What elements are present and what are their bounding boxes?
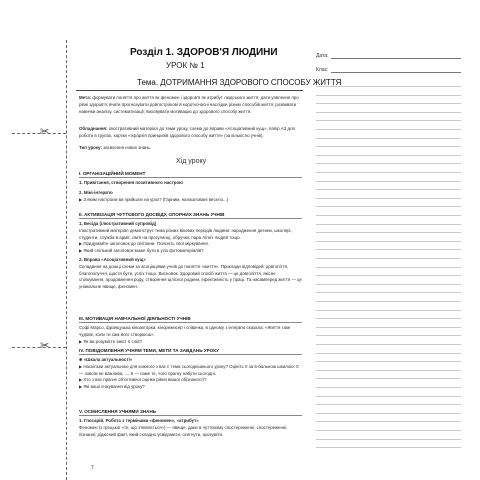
section-5-content [79,418,302,438]
date-field[interactable] [331,58,461,59]
conversation-question-1: ▶ Придумайте заголовок до світлини. Поясніть свої міркування. [79,241,210,247]
equipment-label: Обладнання: [79,126,108,131]
greeting-item: 1. Привітання, створення позитивного настрою [79,180,183,185]
date-label: Дата: [316,53,329,59]
section-1-title: I. ОРГАНІЗАЦІЙНИЙ МОМЕНТ [79,171,146,176]
glossary-item: 1. Глосарій. Робота з термінами «феномен», «атрибут» [79,418,199,423]
motivation-quote: Софі Марсо, французька кіноакторка, кінорежисер і співачка, в одному з інтерв'ю сказала: «Життя таке чудове, коли ти сам його створюєш». [79,325,291,337]
lesson-topic: Тема. ДОТРИМАННЯ ЗДОРОВОГО СПОСОБУ ЖИТТЯ [137,78,342,87]
notes-line [316,361,461,362]
conversation-question-2: ▶ Який спільний заголовок може бути в усіх фотоматеріалів? [79,248,204,254]
section-2-title: II. АКТИВІЗАЦІЯ ЧУТТЄВОГО ДОСВІДУ, ОПОРНИХ ЗНАНЬ УЧНІВ [79,212,225,217]
section-3-content [79,325,302,345]
section-3-title: III. МОТИВАЦІЯ НАВЧАЛЬНОЇ ДІЯЛЬНОСТІ УЧНІВ [79,316,191,321]
lesson-goal [79,95,302,115]
notes-line [316,129,461,130]
interview-item: 2. Міні-інтерв'ю [79,189,113,195]
scissors-icon: ✂ [40,126,50,138]
notes-line [316,421,461,422]
notes-line [316,198,461,199]
notes-line [316,387,461,388]
notes-line [316,189,461,190]
relevance-question-1: ▶ Наскільки актуальною для кожного з вас є тема сьогоднішнього уроку? Оцініть її за 6-бальною шкалою: 0 — зовсім не важлива, ..., 5 — саме те, чого прагну набути сьогодні. [79,363,299,376]
notes-line [316,447,461,448]
interview-question: ▶ З яким настроєм ви прийшли на урок? (Гарним, налаштовані весело...) [79,196,229,202]
notes-line [316,430,461,431]
notes-line [316,413,461,414]
notes-line [316,275,461,276]
page-number: 7 [91,465,94,471]
notes-line [316,267,461,268]
notes-line [316,103,461,104]
notes-line [316,370,461,371]
notes-line [316,249,461,250]
notes-line [316,344,461,345]
conversation-text: Ілюстративний матеріал демонструє тема різних вікових періодів людини: народження дитини, школярі, студенти, служба в армії, сім'я на прогулянці, обручки, пара літніх людей тощо. [79,227,292,240]
type-text: засвоєння нових знань. [103,145,152,150]
notes-line [316,241,461,242]
notes-line [316,224,461,225]
notes-line [316,335,461,336]
horizontal-cut-line-bottom [12,347,66,348]
conversation-item: 1. Бесіда (ілюстративний супровід) [79,221,157,226]
type-label: Тип уроку: [79,145,102,150]
notes-line [316,120,461,121]
divider [76,90,303,91]
section-1-content [79,180,302,203]
notes-line [316,292,461,293]
notes-line [316,284,461,285]
notes-line [316,396,461,397]
notes-line [316,318,461,319]
notes-line [316,258,461,259]
notes-line [316,301,461,302]
notes-line [316,95,461,96]
goal-label: Мета: [79,95,92,100]
notes-line [316,146,461,147]
horizontal-cut-line-top [12,133,66,134]
exercise-item: 2. Вправа «Асоціативний кущ» [79,256,146,262]
notes-line [316,155,461,156]
notes-line [316,86,461,87]
notes-line [316,138,461,139]
scissors-icon: ✂ [40,340,50,352]
equipment-text: ілюстративний матеріал до теми уроку, схема до вправи «Асоціативний кущ», папір А3 для роботи в групах, картки «Ієрархія принципів здорового способу життя» (за кількістю учнів). [79,126,295,138]
lesson-type [79,145,302,152]
notes-line [316,172,461,173]
notes-line [316,112,461,113]
notes-line [316,378,461,379]
section-4-content [79,357,302,391]
glossary-text: Феномен (з грецької «те, що з'являється») — явище, дане в чуттєвому спостереженні, спостереженні, пізнанні; рідкісний факт, який складно усвідомити, осягнути, зрозуміти. [79,424,288,437]
relevance-question-2: ▶ Хто з вас прагне об'єктивної оцінки рівня вашої обізнаності? [79,377,207,383]
section-underline [79,218,302,219]
notes-line [316,310,461,311]
section-underline [79,177,302,178]
chapter-title: Розділ 1. ЗДОРОВ'Я ЛЮДИНИ [130,47,278,58]
section-underline [79,415,302,416]
exercise-text: Складання на дошці схеми за асоціаціями учнів до поняття «життя». Приклади відповідей: довголіття, благополуччя, щастя бути, успіх тощо. Висновок. Здоровий спосіб життя — це довголіття, якісне спілкування, продовження роду, створення цілісної родини, ефективність у праці. Та насамперед життя — це уніикальне явище, феномен. [79,263,302,290]
lesson-number: УРОК № 1 [166,61,205,70]
class-field[interactable] [331,72,461,73]
relevance-scale-item: ✱ «Шкала актуальності» [79,357,133,362]
notes-line [316,232,461,233]
notes-line [316,404,461,405]
relevance-question-3: ▶ Які ваші очікування від уроку? [79,384,145,390]
section-underline [79,322,302,323]
section-5-title: V. ОСМИСЛЕННЯ УЧНЯМИ ЗНАНЬ [79,409,157,414]
section-2-content [79,221,302,291]
notes-line [316,215,461,216]
notes-line [316,327,461,328]
lesson-equipment [79,126,302,140]
motivation-question: ▶ Як ви розумієте зміст її слів? [79,338,143,344]
goal-text: формувати поняття про життя як феномен і здоров'я як атрибут людського життя; дати уявлення про рівні здоров'я; вчити прогнозувати довгострокові й короткочасні наслідки різних способів життя; розвивати навички аналізу, систематизації; виховувати мотивацію до здорового способу життя. [79,95,299,114]
notes-line [316,181,461,182]
notes-line [316,353,461,354]
notes-line [316,163,461,164]
notes-line [316,206,461,207]
section-4-title: IV. ПОВІДОМЛЕННЯ УЧНЯМ ТЕМИ, МЕТИ ТА ЗАВДАНЬ УРОКУ [79,348,220,353]
section-underline [79,354,302,355]
class-label: Клас: [316,67,329,73]
notes-line [316,439,461,440]
vertical-cut-line [66,40,67,480]
course-title: Хід уроку [176,158,207,165]
